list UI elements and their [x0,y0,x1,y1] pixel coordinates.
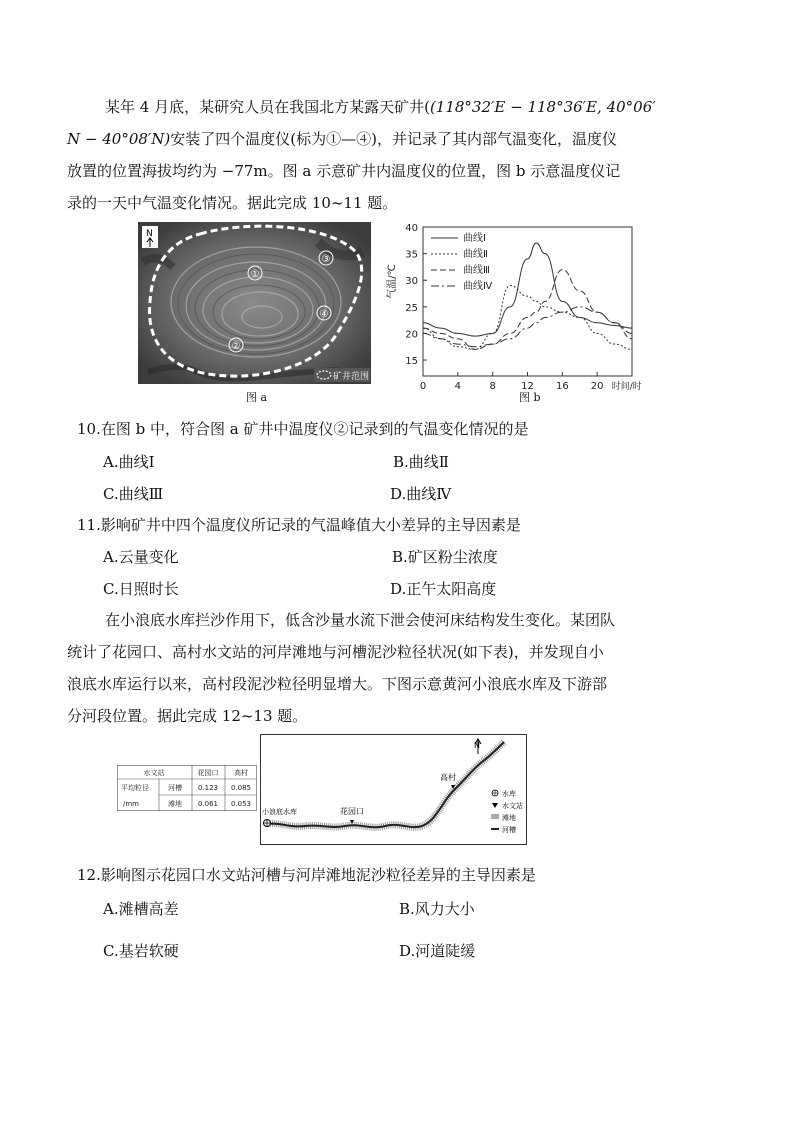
q10-option-b[interactable]: B.曲线Ⅱ [393,453,449,471]
passage2-line4: 分河段位置。据此完成 12~13 题。 [67,707,308,725]
temperature-chart [380,218,660,390]
marker-1: ① [250,269,260,280]
q10-option-d[interactable]: D.曲线Ⅳ [390,485,452,503]
svg-text:滩地: 滩地 [502,814,516,822]
passage2-line3: 浪底水库运行以来，高村段泥沙粒径明显增大。下图示意黄河小浪底水库及下游部 [67,675,608,693]
passage1-line1: 某年 4 月底，某研究人员在我国北方某露天矿井((118°32′E − 118°36′E, 40°06′ [105,98,656,116]
y-tick-label: 35 [405,249,418,261]
table-row-label-2: /mm [123,800,139,808]
q11-stem: 11.影响矿井中四个温度仪所记录的气温峰值大小差异的主导因素是 [77,516,521,534]
legend-label-2: 曲线Ⅱ [463,249,488,260]
x-tick-label: 8 [489,381,496,390]
q10-option-a[interactable]: A.曲线Ⅰ [103,453,155,471]
svg-text:N: N [474,741,480,750]
q12-option-c[interactable]: C.基岩软硬 [103,942,179,960]
y-tick-label: 30 [405,276,418,288]
passage1-line4: 录的一天中气温变化情况。据此完成 10~11 题。 [67,194,398,212]
svg-text:水文站: 水文站 [502,802,523,810]
reservoir-label: 小浪底水库 [262,808,297,816]
x-tick-label: 4 [454,381,462,390]
mine-satellite-image [138,222,371,384]
marker-4: ④ [319,309,329,320]
x-tick-label: 0 [419,381,427,390]
table-header-huayuankou: 花园口 [197,769,219,777]
figure-a [138,222,371,384]
x-tick-label: 12 [521,381,534,390]
table-row-channel: 河槽 [168,784,182,792]
figure-b-chart [380,218,660,390]
passage2-line1: 在小浪底水库拦沙作用下，低含沙量水流下泄会使河床结构发生变化。某团队 [105,611,616,629]
table-cell: 0.061 [197,800,219,808]
sediment-table [117,765,257,815]
mine-legend [314,368,370,382]
table-row-floodplain: 滩地 [168,800,182,808]
figure-b-caption: 图 b [519,391,541,404]
series-line-1 [423,243,632,336]
q10-stem: 10.在图 b 中，符合图 a 矿井中温度仪②记录到的气温变化情况的是 [77,420,529,438]
table-cell: 0.053 [230,800,252,808]
north-arrow [142,226,158,248]
marker-3: ③ [321,254,331,265]
x-tick-label: 16 [555,381,569,390]
passage1-line3: 放置的位置海拔均约为 −77m。图 a 示意矿井内温度仪的位置，图 b 示意温度仪记 [67,162,621,180]
svg-text:N: N [146,229,153,239]
y-tick-label: 15 [405,356,418,368]
huayuankou-label: 花园口 [340,807,364,816]
q12-stem: 12.影响图示花园口水文站河槽与河岸滩地泥沙粒径差异的主导因素是 [77,866,536,884]
q12-option-a[interactable]: A.滩槽高差 [103,900,179,918]
series-line-3 [423,270,632,350]
passage1-line2: N − 40°08′N)安装了四个温度仪(标为①—④)，并记录了其内部气温变化，温度仪 [67,130,618,148]
q12-option-b[interactable]: B.风力大小 [399,900,475,918]
y-tick-label: 40 [405,223,418,234]
marker-2: ② [231,341,241,352]
y-axis-label: 气温/℃ [387,264,398,299]
plot-frame [423,227,632,376]
svg-text:水库: 水库 [502,790,516,798]
q11-option-b[interactable]: B.矿区粉尘浓度 [392,548,498,566]
x-tick-label: 20 [590,381,604,390]
y-tick-label: 20 [405,329,418,341]
x-axis-label: 时间/时 [611,382,642,390]
passage2-line2: 统计了花园口、高村水文站的河岸滩地与河槽泥沙粒径状况(如下表)，并发现自小 [67,643,604,661]
svg-text:河槽: 河槽 [502,826,516,834]
table-cell: 0.123 [197,784,219,792]
table-header-station: 水文站 [143,769,165,777]
figure-a-caption: 图 a [246,391,268,404]
q10-option-c[interactable]: C.曲线Ⅲ [103,485,164,503]
q11-option-d[interactable]: D.正午太阳高度 [390,580,497,598]
table-row-label-1: 平均粒径 [121,784,149,792]
table-cell: 0.085 [230,784,252,792]
q11-option-a[interactable]: A.云量变化 [103,548,179,566]
table-header-gaocun: 高村 [234,769,248,777]
q11-option-c[interactable]: C.日照时长 [103,580,179,598]
svg-text:矿井范围: 矿井范围 [333,372,370,382]
q12-option-d[interactable]: D.河道陡缓 [399,942,476,960]
river-map [260,734,527,849]
legend-label-3: 曲线Ⅲ [463,265,490,276]
gaocun-label: 高村 [440,773,456,782]
legend-label-1: 曲线Ⅰ [463,233,486,244]
y-tick-label: 25 [405,302,418,314]
legend-label-4: 曲线Ⅳ [463,281,493,292]
